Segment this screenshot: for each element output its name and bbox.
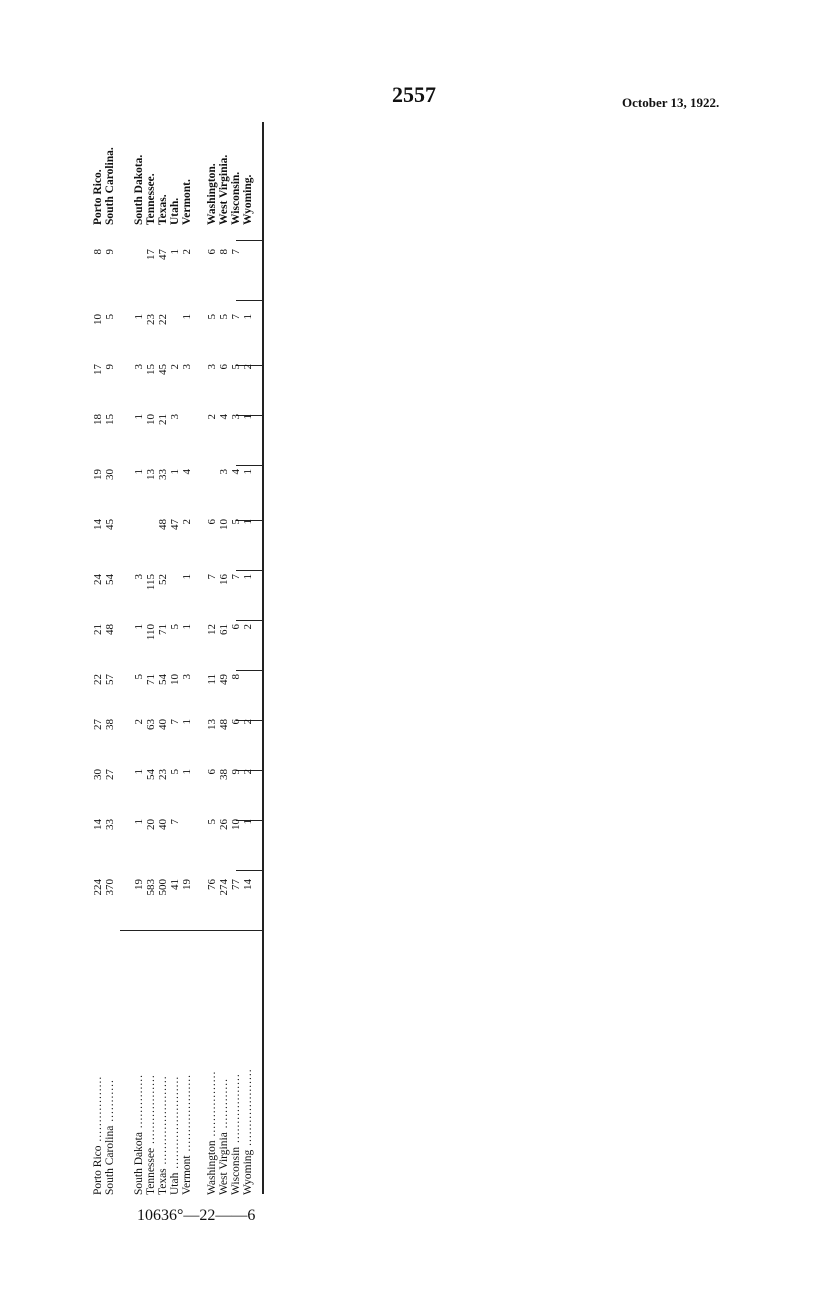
table-cell: 40 — [157, 719, 169, 730]
state-name-right: Wisconsin. — [230, 171, 242, 225]
table-cell: 1 — [133, 624, 145, 630]
leader-dots: .................... — [181, 1074, 193, 1156]
table-cell: 3 — [218, 469, 230, 475]
table-cell: 49 — [218, 674, 230, 685]
state-name-text: Porto Rico — [92, 1145, 104, 1195]
table-cell: 5 — [133, 674, 145, 680]
table-cell: 6 — [230, 719, 242, 725]
table-cell: 19 — [92, 469, 104, 480]
leader-dots: .................... — [242, 1068, 254, 1150]
table-cell: 63 — [145, 719, 157, 730]
table-cell: 10 — [218, 519, 230, 530]
table-cell: 370 — [104, 879, 116, 896]
column-separator — [236, 620, 262, 621]
table-cell: 45 — [104, 519, 116, 530]
table-cell: 1 — [242, 314, 254, 320]
state-name-text: South Carolina — [104, 1125, 116, 1195]
table-cell: 13 — [206, 719, 218, 730]
state-name — [158, 1075, 170, 1195]
table-cell: 2 — [206, 414, 218, 420]
table-cell: 17 — [92, 364, 104, 375]
table-cell: 54 — [104, 574, 116, 585]
table-cell: 3 — [206, 364, 218, 370]
column-separator — [236, 570, 262, 571]
state-name-right: Vermont. — [181, 179, 193, 225]
table-cell: 1 — [133, 314, 145, 320]
table-cell: 22 — [157, 314, 169, 325]
table-cell: 15 — [145, 364, 157, 375]
table-cell: 6 — [230, 624, 242, 630]
table-cell: 6 — [206, 769, 218, 775]
table-cell: 15 — [104, 414, 116, 425]
table-cell: 40 — [157, 819, 169, 830]
table-cell: 23 — [157, 769, 169, 780]
state-name-text: Utah — [169, 1172, 181, 1195]
table-cell: 38 — [218, 769, 230, 780]
table-cell: 24 — [92, 574, 104, 585]
table-cell: 20 — [145, 819, 157, 830]
table-cell: 2 — [169, 364, 181, 370]
table-cell: 2 — [181, 519, 193, 525]
table-cell: 115 — [145, 574, 157, 591]
table-cell: 52 — [157, 574, 169, 585]
state-name-right: Tennessee. — [145, 173, 157, 225]
table-cell: 2 — [242, 624, 254, 630]
table-cell: 14 — [242, 879, 254, 890]
table-cell: 7 — [230, 314, 242, 320]
table-cell: 3 — [133, 364, 145, 370]
table-cell: 14 — [92, 819, 104, 830]
table-cell: 54 — [157, 674, 169, 685]
leader-dots: ....................... — [157, 1075, 169, 1169]
table-cell: 1 — [169, 249, 181, 255]
table-cell: 13 — [145, 469, 157, 480]
table-cell: 30 — [104, 469, 116, 480]
table-cell: 14 — [92, 519, 104, 530]
table-cell: 10 — [169, 674, 181, 685]
state-name-right: Washington. — [206, 163, 218, 225]
state-name-right: South Carolina. — [104, 147, 116, 225]
state-name-text: Wyoming — [242, 1149, 254, 1195]
leader-dots: .................. — [145, 1074, 157, 1148]
table-cell: 2 — [133, 719, 145, 725]
state-name — [134, 1074, 146, 1195]
state-name-right: West Virginia. — [218, 154, 230, 225]
state-name-text: South Dakota — [133, 1132, 145, 1195]
table-cell: 48 — [157, 519, 169, 530]
table-cell: 4 — [218, 414, 230, 420]
table-cell: 6 — [206, 519, 218, 525]
table-cell: 16 — [218, 574, 230, 585]
table-cell: 7 — [206, 574, 218, 580]
leader-dots: ........... — [104, 1079, 116, 1126]
table-cell: 38 — [104, 719, 116, 730]
table-cell: 5 — [206, 314, 218, 320]
table-cell: 17 — [145, 249, 157, 260]
column-separator — [236, 465, 262, 466]
table-cell: 8 — [92, 249, 104, 255]
table-cell: 21 — [92, 624, 104, 635]
table-cell: 8 — [218, 249, 230, 255]
table-cell: 3 — [230, 414, 242, 420]
table-right-rule — [262, 122, 264, 1194]
table-cell: 1 — [169, 469, 181, 475]
table-cell: 33 — [157, 469, 169, 480]
table-cell: 3 — [181, 364, 193, 370]
state-name-right: South Dakota. — [133, 154, 145, 225]
state-name-text: West Virginia — [218, 1132, 230, 1195]
state-name — [93, 1076, 105, 1195]
state-name — [207, 1071, 219, 1195]
state-name — [170, 1076, 182, 1195]
table-cell: 26 — [218, 819, 230, 830]
table-cell: 3 — [181, 674, 193, 680]
table-cell: 48 — [218, 719, 230, 730]
table-cell: 1 — [242, 414, 254, 420]
table-cell: 5 — [230, 364, 242, 370]
table-cell: 27 — [104, 769, 116, 780]
table-cell: 71 — [157, 624, 169, 635]
table-cell: 76 — [206, 879, 218, 890]
table-cell: 1 — [242, 519, 254, 525]
table-cell: 11 — [206, 674, 218, 685]
leader-dots: ................. — [92, 1075, 104, 1146]
table-cell: 22 — [92, 674, 104, 685]
state-name-right: Utah. — [169, 197, 181, 225]
column-separator — [120, 930, 262, 931]
table-cell: 21 — [157, 414, 169, 425]
table-cell: 1 — [181, 769, 193, 775]
state-name-text: Vermont — [181, 1155, 193, 1195]
table-cell: 1 — [181, 624, 193, 630]
table-cell: 54 — [145, 769, 157, 780]
table-cell: 583 — [145, 879, 157, 896]
table-cell: 12 — [206, 624, 218, 635]
table-cell: 9 — [104, 364, 116, 370]
table-cell: 1 — [242, 574, 254, 580]
table-cell: 7 — [169, 819, 181, 825]
state-name — [105, 1079, 117, 1195]
state-name-right: Texas. — [157, 194, 169, 225]
table-cell: 23 — [145, 314, 157, 325]
table-cell: 1 — [181, 719, 193, 725]
state-name-text: Tennessee — [145, 1147, 157, 1195]
table-cell: 7 — [230, 249, 242, 255]
state-name-right: Porto Rico. — [92, 169, 104, 225]
table-cell: 4 — [230, 469, 242, 475]
table-cell: 10 — [230, 819, 242, 830]
table-cell: 5 — [169, 624, 181, 630]
table-cell: 77 — [230, 879, 242, 890]
state-name — [146, 1074, 158, 1195]
table-cell: 30 — [92, 769, 104, 780]
state-name — [182, 1074, 194, 1195]
table-cell: 5 — [104, 314, 116, 320]
table-cell: 8 — [230, 674, 242, 680]
footer-code: 10636°—22——6 — [137, 1207, 256, 1224]
table-cell: 5 — [169, 769, 181, 775]
table-cell: 6 — [206, 249, 218, 255]
table-cell: 41 — [169, 879, 181, 890]
table-cell: 19 — [181, 879, 193, 890]
column-separator — [236, 670, 262, 671]
table-cell: 18 — [92, 414, 104, 425]
table-cell: 71 — [145, 674, 157, 685]
table-cell: 47 — [169, 519, 181, 530]
table-cell: 1 — [133, 469, 145, 475]
table-cell: 7 — [169, 719, 181, 725]
table-cell: 10 — [92, 314, 104, 325]
table-cell: 5 — [218, 314, 230, 320]
table-cell: 3 — [169, 414, 181, 420]
leader-dots: ............. — [218, 1077, 230, 1133]
column-separator — [236, 240, 262, 241]
table-cell: 274 — [218, 879, 230, 896]
table-cell: 6 — [218, 364, 230, 370]
table-cell: 1 — [181, 574, 193, 580]
table-cell: 5 — [206, 819, 218, 825]
table-cell: 33 — [104, 819, 116, 830]
table-cell: 9 — [104, 249, 116, 255]
state-name-text: Washington — [206, 1140, 218, 1195]
table-cell: 1 — [133, 769, 145, 775]
table-cell: 110 — [145, 624, 157, 641]
table-cell: 1 — [133, 819, 145, 825]
table-cell: 500 — [157, 879, 169, 896]
column-separator — [236, 870, 262, 871]
table-cell: 2 — [181, 249, 193, 255]
page-date: October 13, 1922. — [622, 95, 720, 110]
state-name — [243, 1068, 255, 1195]
table-cell: 1 — [133, 414, 145, 420]
table-cell: 5 — [230, 519, 242, 525]
table-cell: 2 — [242, 719, 254, 725]
leader-dots: .................. — [230, 1073, 242, 1147]
table-cell: 1 — [181, 314, 193, 320]
table-cell: 1 — [242, 469, 254, 475]
table-cell: 27 — [92, 719, 104, 730]
table-cell: 7 — [230, 574, 242, 580]
table-cell: 57 — [104, 674, 116, 685]
table-cell: 9 — [230, 769, 242, 775]
table-cell: 3 — [133, 574, 145, 580]
table-cell: 4 — [181, 469, 193, 475]
leader-dots: ........................ — [169, 1075, 181, 1173]
leader-dots: ................. — [206, 1070, 218, 1141]
table-cell: 10 — [145, 414, 157, 425]
state-name-text: Wisconsin — [230, 1146, 242, 1195]
state-name-text: Texas — [157, 1168, 169, 1195]
table-cell: 19 — [133, 879, 145, 890]
state-name-right: Wyoming. — [242, 174, 254, 225]
table-cell: 48 — [104, 624, 116, 635]
column-separator — [236, 300, 262, 301]
state-name — [231, 1073, 243, 1195]
state-name — [219, 1078, 231, 1195]
table-cell: 45 — [157, 364, 169, 375]
page-number: 2557 — [392, 82, 436, 107]
table-cell: 2 — [242, 769, 254, 775]
leader-dots: .............. — [133, 1073, 145, 1133]
table-cell: 224 — [92, 879, 104, 896]
table-cell: 1 — [242, 819, 254, 825]
table-cell: 61 — [218, 624, 230, 635]
table-cell: 2 — [242, 364, 254, 370]
table-cell: 47 — [157, 249, 169, 260]
